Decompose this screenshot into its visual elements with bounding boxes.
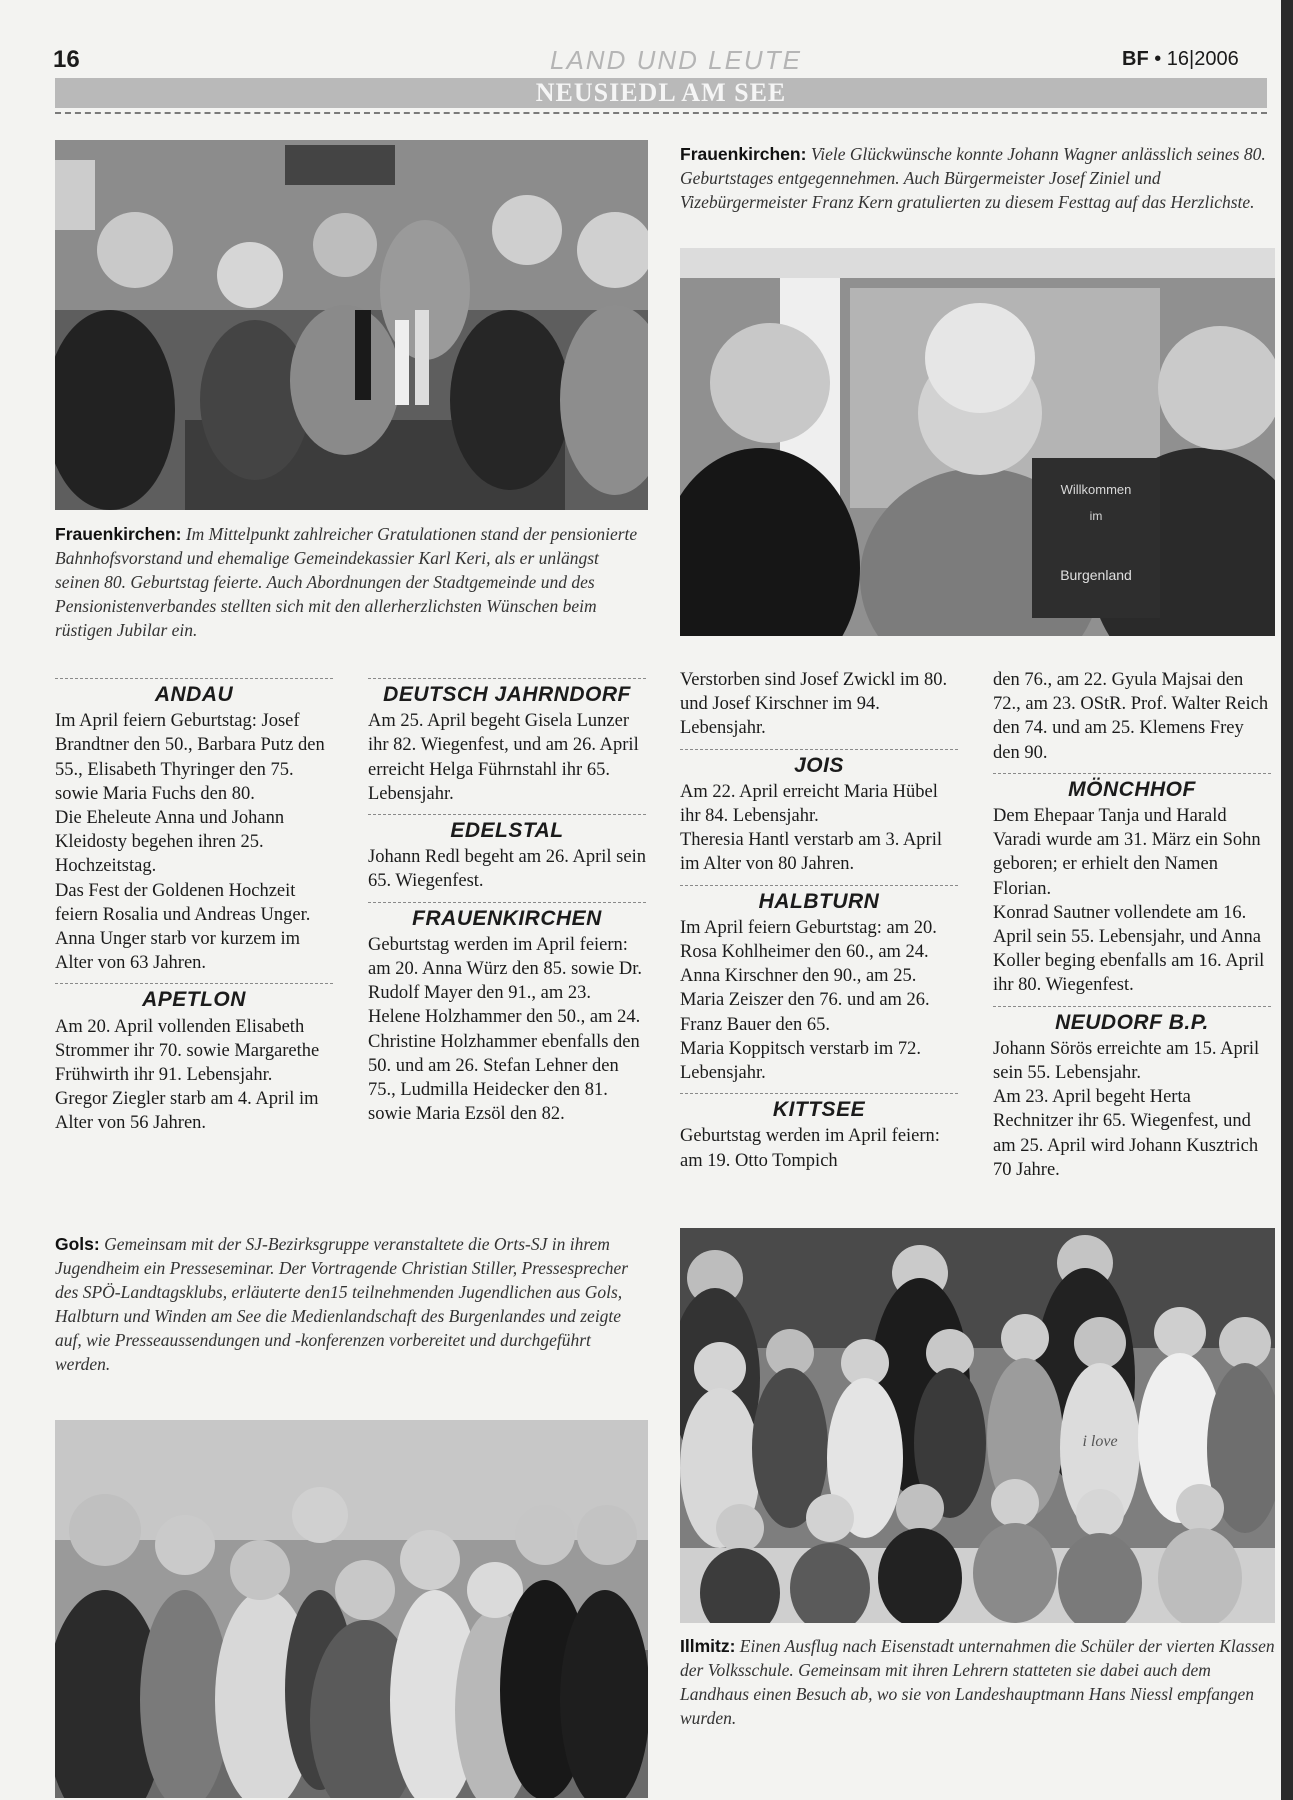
issue-number: 16|2006: [1166, 48, 1239, 70]
caption-illmitz: [680, 1634, 1275, 1730]
halbturn-paragraph: Maria Koppitsch verstarb im 72. Lebensjahr.: [680, 1038, 921, 1084]
heading-halbturn: HALBTURN: [680, 885, 958, 914]
section-title: LAND UND LEUTE: [550, 45, 802, 75]
jois-paragraph: Am 22. April erreicht Maria Hübel ihr 84. Lebensjahr.: [680, 781, 938, 827]
scan-edge: [1281, 0, 1293, 1800]
caption-place: Frauenkirchen:: [680, 144, 807, 164]
caption-text: Einen Ausflug nach Eisenstadt unternahmen die Schüler der vierten Klassen der Volksschule. Gemeinsam mit ihren Lehrern statteten sie dabei auch dem Landhaus einen Besuch ab, wo sie von Landeshauptmann Hans Niessl empfangen wurden.: [680, 1636, 1275, 1728]
photo-gols-presseseminar: [55, 1420, 648, 1798]
issue-label: BF • 16|2006: [1122, 48, 1239, 70]
caption-photo-2: [680, 142, 1270, 214]
andau-paragraph: Das Fest der Goldenen Hochzeit feiern Rosalia und Andreas Unger.: [55, 880, 311, 925]
heading-frauenkirchen: FRAUENKIRCHEN: [368, 902, 646, 931]
andau-paragraph: Anna Unger starb vor kurzem im Alter von 63 Jahren.: [55, 929, 301, 974]
apetlon-paragraph: Am 20. April vollenden Elisabeth Strommer ihr 70. sowie Margarethe Frühwirth ihr 91. Lebensjahr.: [55, 1016, 320, 1086]
heading-deutsch-jahrndorf: DEUTSCH JAHRNDORF: [368, 678, 646, 707]
moenchhof-paragraph: Konrad Sautner vollendete am 16. April sein 55. Lebensjahr, und Anna Koller beging ebenfalls am 16. April ihr 80. Wiegenfest.: [993, 902, 1265, 996]
neudorf-paragraph: Am 23. April begeht Herta Rechnitzer ihr 65. Wiegenfest, und am 25. April wird Johann Kusztrich 70 Jahre.: [993, 1087, 1259, 1180]
photo-johann-wagner: [680, 248, 1275, 636]
photo-karl-keri: [55, 140, 648, 510]
heading-jois: JOIS: [680, 749, 958, 778]
photo-illmitz-schueler: [680, 1228, 1275, 1623]
region-banner: NEUSIEDL AM SEE: [55, 78, 1267, 108]
caption-place: Frauenkirchen:: [55, 524, 182, 544]
deutsch-jahrndorf-paragraph: Am 25. April begeht Gisela Lunzer ihr 82. Wiegenfest, und am 26. April erreicht Helga Führnstahl ihr 65. Lebensjahr.: [368, 711, 639, 804]
andau-paragraph: Im April feiern Geburtstag: Josef Brandtner den 50., Barbara Putz den 55., Elisabeth Thyringer den 75. sowie Maria Fuchs den 80.: [55, 711, 325, 804]
book-title-line-2: im: [1089, 509, 1103, 523]
caption-place: Illmitz:: [680, 1636, 736, 1656]
book-title-line-3: Burgenland: [1060, 567, 1132, 583]
caption-text: Viele Glückwünsche konnte Johann Wagner anlässlich seines 80. Geburtstages entgegennehmen. Auch Bürgermeister Josef Ziniel und Vizebürgermeister Franz Kern gratulierten zu diesem Festtag auf das Herzlichste.: [680, 144, 1266, 212]
neudorf-paragraph: Johann Sörös erreichte am 15. April sein 55. Lebensjahr.: [993, 1038, 1260, 1084]
frauenkirchen-paragraph: Geburtstag werden im April feiern: am 20. Anna Würz den 85. sowie Dr. Rudolf Mayer den 91., am 23. Helene Holzhammer den 50., am 24. Christine Holzhammer ebenfalls den 50. und am 26. Stefan Lehner den 75., Ludmilla Heidecker den 81. sowie Maria Ezsöl den 82.: [368, 934, 643, 1125]
shirt-print: i love: [1082, 1433, 1118, 1450]
jois-paragraph: Theresia Hantl verstarb am 3. April im Alter von 80 Jahren.: [680, 830, 942, 875]
publication-name: BF: [1122, 48, 1149, 70]
caption-place: Gols:: [55, 1234, 100, 1254]
book-title-line-1: Willkommen: [1060, 482, 1132, 497]
caption-photo-1: [55, 522, 645, 642]
heading-andau: ANDAU: [55, 678, 333, 707]
heading-moenchhof: MÖNCHHOF: [993, 773, 1271, 802]
column-4-continuation: den 76., am 22. Gyula Majsai den 72., am 23. OStR. Prof. Walter Reich den 74. und am 25. Klemens Frey den 90.: [993, 670, 1269, 763]
heading-apetlon: APETLON: [55, 983, 333, 1012]
caption-text: Gemeinsam mit der SJ-Bezirksgruppe veranstaltete die Orts-SJ in ihrem Jugendheim ein Presseseminar. Der Vortragende Christian Stiller, Pressesprecher des SPÖ-Landtagsklubs, erläuterte den15 teilnehmenden Jugendlichen aus Gols, Halbturn und Winden am See die Medienlandschaft des Burgenlandes und zeigte auf, wie Presseaussendungen und -konferenzen vorbereitet und durchgeführt werden.: [55, 1234, 629, 1374]
column-3-continuation: Verstorben sind Josef Zwickl im 80. und Josef Kirschner im 94. Lebensjahr.: [680, 670, 948, 739]
kittsee-paragraph: Geburtstag werden im April feiern: am 19. Otto Tompich: [680, 1126, 940, 1171]
heading-kittsee: KITTSEE: [680, 1093, 958, 1122]
apetlon-paragraph: Gregor Ziegler starb am 4. April im Alter von 56 Jahren.: [55, 1089, 319, 1134]
page-number: 16: [53, 46, 80, 73]
moenchhof-paragraph: Dem Ehepaar Tanja und Harald Varadi wurde am 31. März ein Sohn geboren; er erhielt den Namen Florian.: [993, 806, 1261, 899]
column-1: [55, 676, 333, 1136]
header-rule: [55, 112, 1267, 114]
column-3: [680, 668, 958, 1173]
edelstal-paragraph: Johann Redl begeht am 26. April sein 65. Wiegenfest.: [368, 847, 646, 892]
heading-edelstal: EDELSTAL: [368, 814, 646, 843]
andau-paragraph: Die Eheleute Anna und Johann Kleidosty begehen ihren 25. Hochzeitstag.: [55, 808, 285, 877]
column-4: [993, 668, 1271, 1182]
caption-text: Im Mittelpunkt zahlreicher Gratulationen stand der pensionierte Bahnhofsvorstand und ehemalige Gemeindekassier Karl Keri, als er unlängst seinen 80. Geburtstag feierte. Auch Abordnungen der Stadtgemeinde und des Pensionistenverbandes stellten sich mit den allerherzlichsten Wünschen beim rüstigen Jubilar ein.: [55, 524, 638, 640]
halbturn-paragraph: Im April feiern Geburtstag: am 20. Rosa Kohlheimer den 60., am 24. Anna Kirschner den 90., am 25. Maria Zeiszer den 76. und am 26. Franz Bauer den 65.: [680, 917, 937, 1035]
column-2: [368, 676, 646, 1126]
heading-neudorf: NEUDORF B.P.: [993, 1006, 1271, 1035]
caption-gols: [55, 1232, 645, 1376]
